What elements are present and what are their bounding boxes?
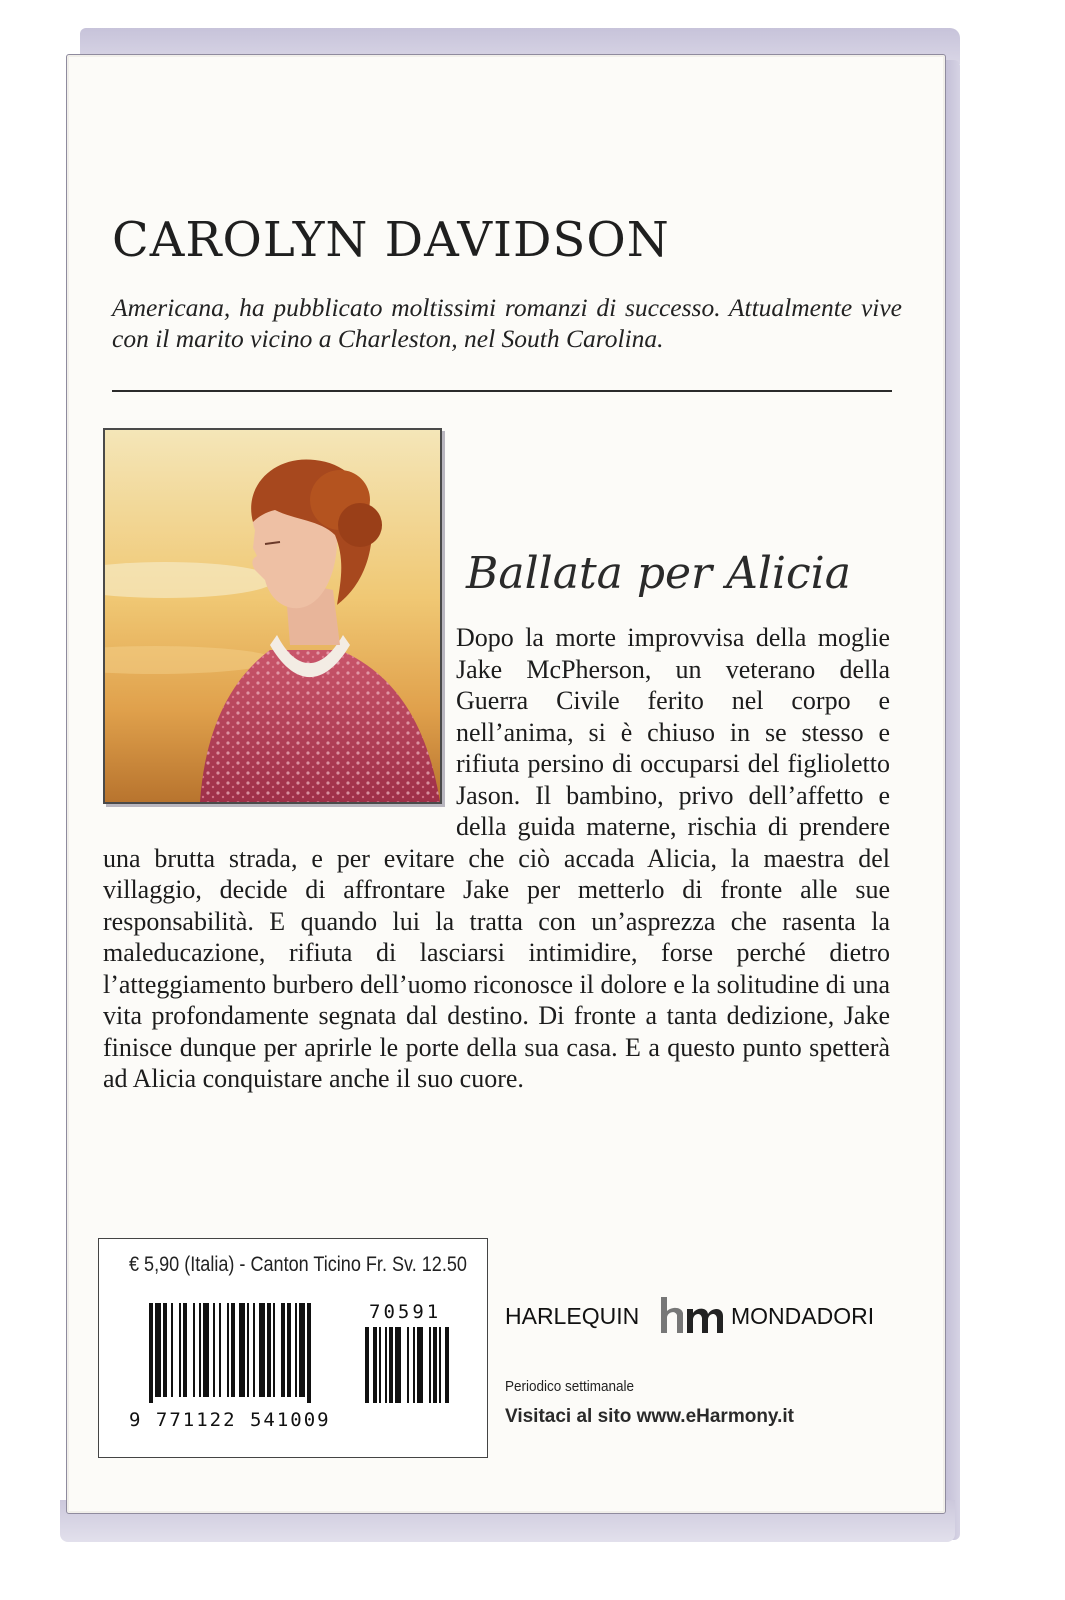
book-synopsis: [103, 622, 890, 1095]
book-title: Ballata per Alicia: [466, 548, 851, 599]
publisher-right-name: MONDADORI: [731, 1303, 875, 1329]
periodical-note: Periodico settimanale: [505, 1378, 635, 1395]
author-name: CAROLYN DAVIDSON: [112, 212, 670, 268]
price-label: € 5,90 (Italia) - Canton Ticino Fr. Sv. 12.50: [129, 1253, 467, 1276]
issue-number: 70591: [369, 1301, 442, 1323]
divider-rule: [112, 390, 892, 392]
publisher-left-name: HARLEQUIN: [505, 1303, 640, 1329]
website-link[interactable]: Visitaci al sito www.eHarmony.it: [505, 1406, 794, 1427]
price-barcode-box: [98, 1238, 488, 1458]
hm-logo-icon: [657, 1295, 725, 1335]
synopsis-text: Dopo la morte improvvisa della moglie Jake McPherson, un veterano della Guerra Civile ferito nel corpo e nell’anima, si è chiuso in se stesso e rifiuta persino di occuparsi del figlioletto Jason. Il bambino, privo dell’affetto e della guida materne, rischia di prendere una brutta strada, e per evitare che ciò accada Alicia, la maestra del villaggio, decide di affrontare Jake per metterlo di fronte alle sue responsabilità. E quando lui la tratta con un’asprezza che rasenta la maleducazione, rifiuta di lasciarsi intimidire, forse perché dietro l’atteggiamento burbero dell’uomo riconosce il dolore e la solitudine di una vita profondamente segnata dal destino. Di fronte a tanta dedizione, Jake finisce dunque per aprirle le porte della sua casa. E a questo punto spetterà ad Alicia conquistare anche il suo cuore.: [103, 623, 890, 1093]
author-bio: Americana, ha pubblicato moltissimi romanzi di successo. Attualmente vive con il marito vicino a Charleston, nel South Carolina.: [112, 293, 902, 353]
ean-number: 9 771122 541009: [129, 1409, 331, 1431]
